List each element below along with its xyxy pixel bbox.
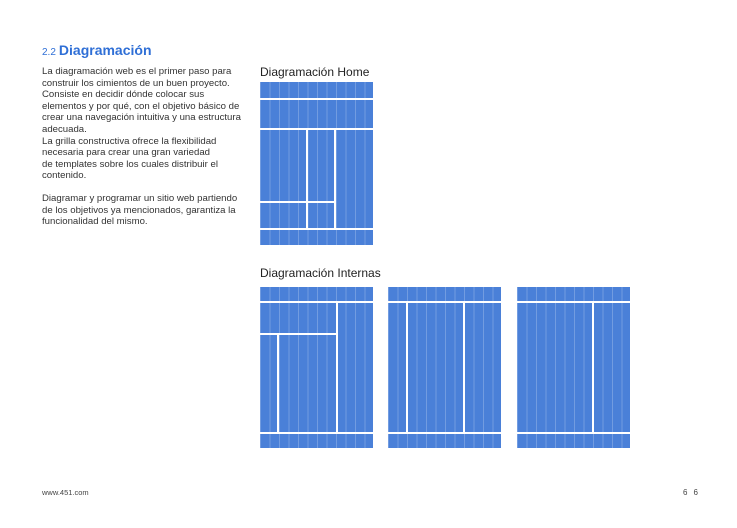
paragraph-conclusion: Diagramar y programar un sitio web partiendo de los objetivos ya mencionados, garantiza la funcionalidad del mismo. <box>42 192 238 228</box>
internas-heading: Diagramación Internas <box>260 266 381 280</box>
grid-divider <box>260 333 336 335</box>
grid-divider <box>260 201 334 203</box>
section-heading <box>42 42 152 60</box>
grid-divider <box>260 228 373 230</box>
body-text <box>42 66 252 239</box>
grid-divider <box>336 301 338 432</box>
grid-divider <box>406 301 408 432</box>
grid-divider <box>334 128 336 228</box>
grid-divider <box>388 432 501 434</box>
grid-divider <box>277 333 279 432</box>
grid-divider <box>306 128 308 228</box>
internas-layout-1 <box>260 287 373 448</box>
section-title: Diagramación <box>58 42 152 58</box>
grid-divider <box>260 128 373 130</box>
grid-divider <box>517 432 630 434</box>
grid-divider <box>260 301 373 303</box>
grid-divider <box>260 432 373 434</box>
home-heading: Diagramación Home <box>260 65 370 79</box>
section-number: 2.2 <box>42 47 56 58</box>
internas-layout-3 <box>517 287 630 448</box>
paragraph-intro: La diagramación web es el primer paso para construir los cimientos de un buen proyecto. Consiste en decidir dónde colocar sus elementos y por qué, con el objetivo básico de crear una navegación intuitiva y una estructura adecuada. La grilla constructiva ofrece la flexibilidad necesaria para crear una gran variedad de templates sobre los cuales distribuir el contenido. <box>42 66 241 182</box>
internas-layout-2 <box>388 287 501 448</box>
grid-divider <box>517 301 630 303</box>
page-number: 66 <box>683 488 704 497</box>
grid-divider <box>463 301 465 432</box>
home-layout-diagram <box>260 82 373 245</box>
grid-divider <box>260 98 373 100</box>
grid-divider <box>388 301 501 303</box>
footer-url: www.451.com <box>42 488 89 497</box>
grid-divider <box>592 301 594 432</box>
